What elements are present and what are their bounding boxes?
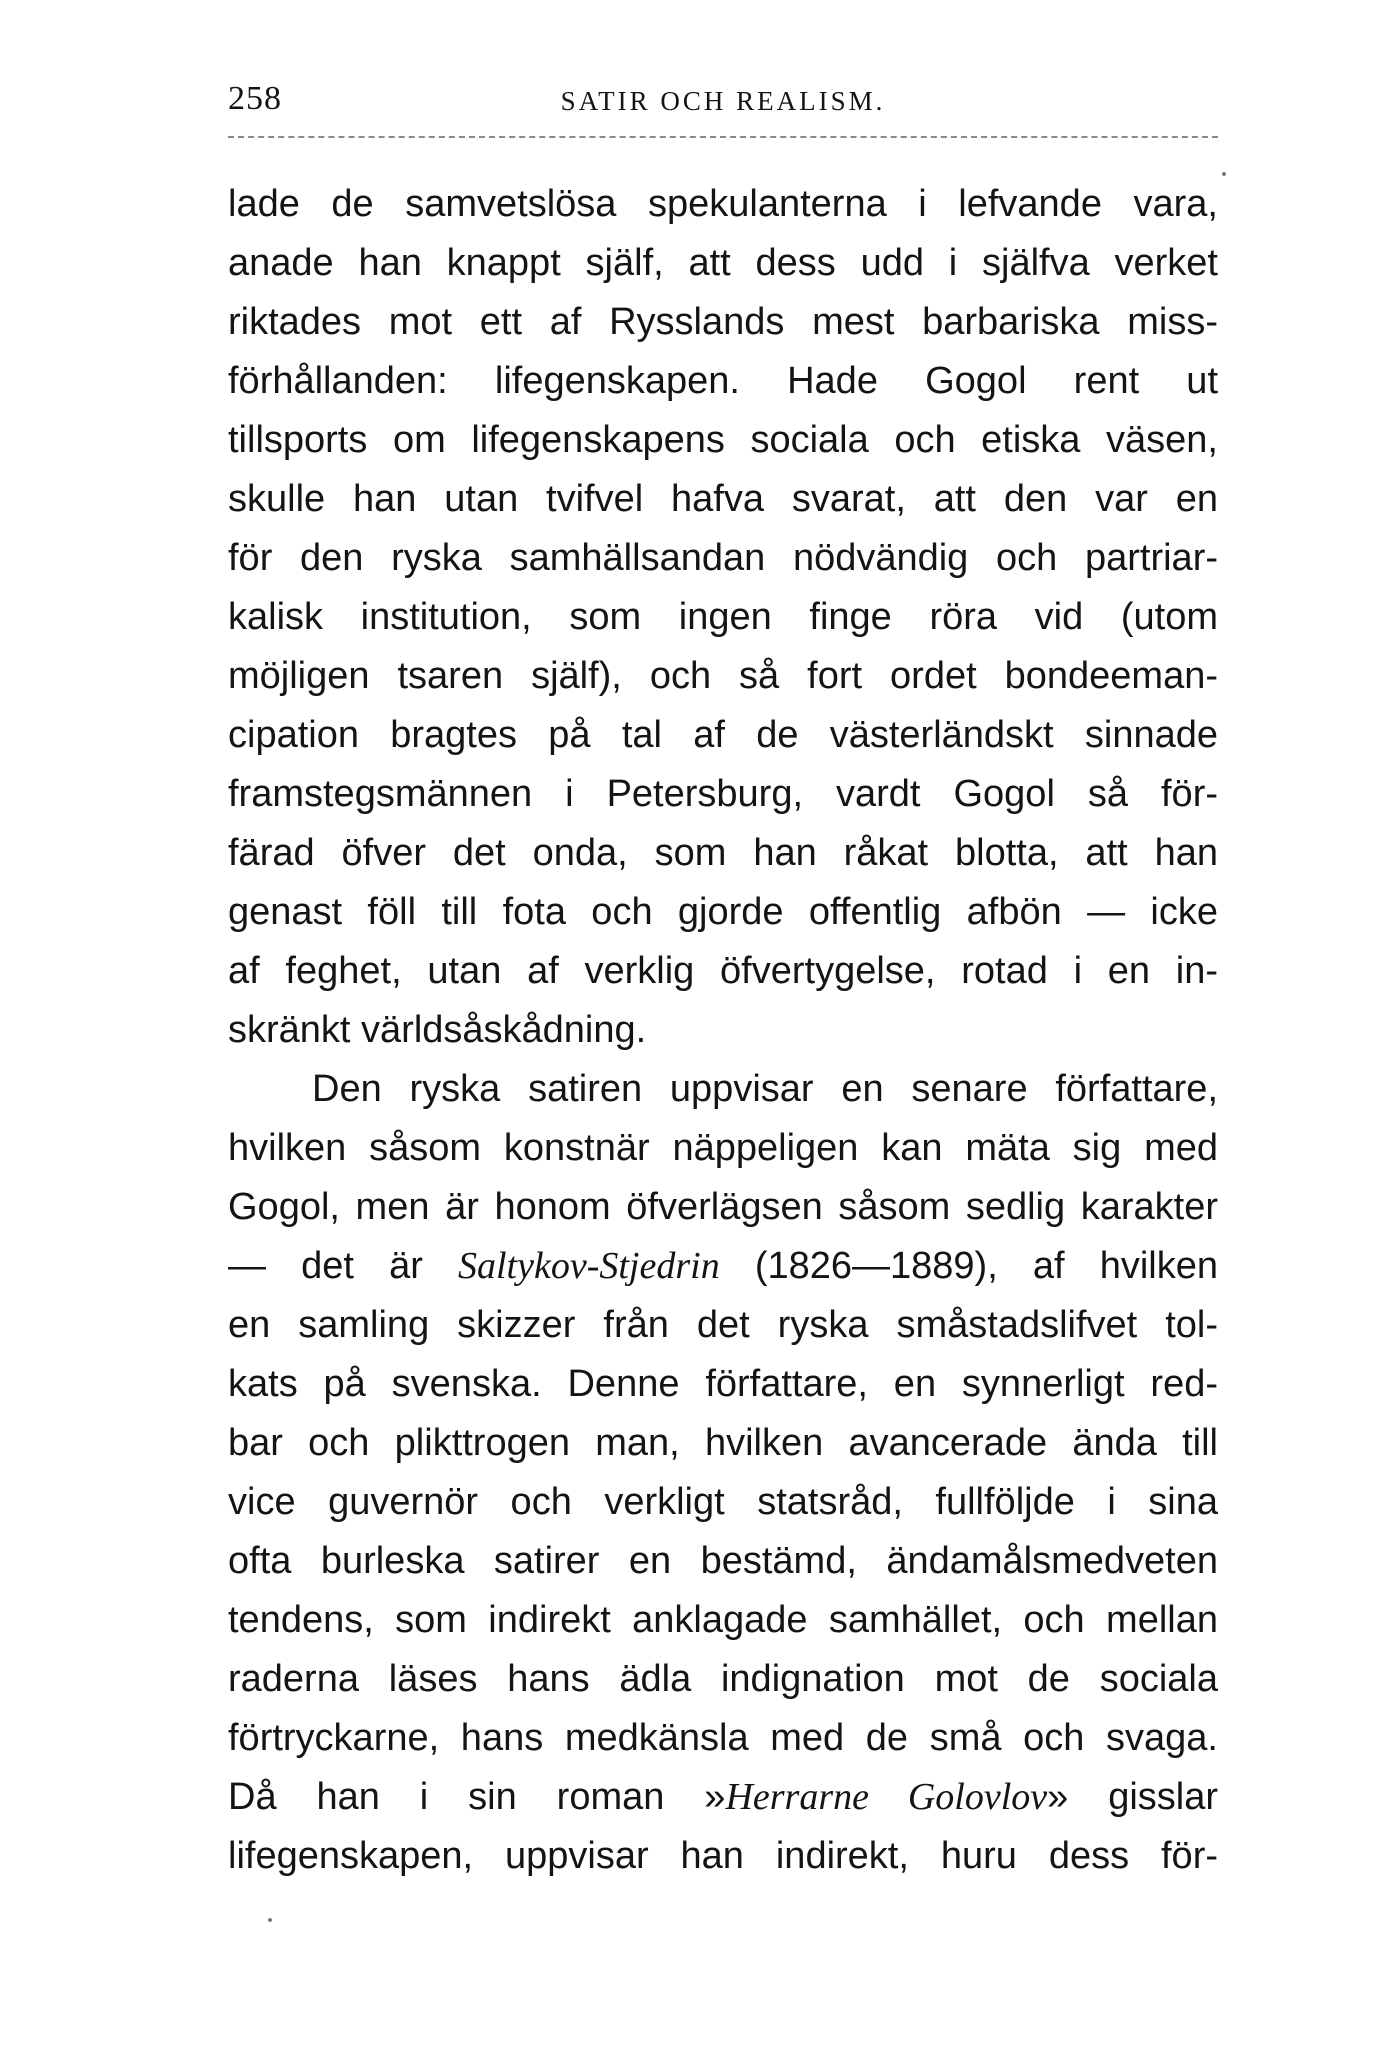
text-run: Då han i sin roman » bbox=[228, 1776, 726, 1818]
text-run: (1826—1889), af hvilken bbox=[719, 1245, 1218, 1287]
text-line: Gogol, men är honom öfverlägsen såsom sedlig karakter bbox=[228, 1186, 1218, 1228]
novel-title: Herrarne Golovlov bbox=[725, 1776, 1048, 1818]
text-line: skränkt världsåskådning. bbox=[228, 1009, 647, 1051]
text-line: bar och plikttrogen man, hvilken avancerade ända till bbox=[228, 1422, 1218, 1464]
text-line: färad öfver det onda, som han råkat blotta, att han bbox=[228, 832, 1218, 874]
text-line bbox=[228, 1237, 1218, 1296]
text-line: lifegenskapen, uppvisar han indirekt, huru dess för- bbox=[228, 1835, 1218, 1877]
body-text bbox=[228, 175, 1218, 1886]
text-line: förhållanden: lifegenskapen. Hade Gogol rent ut bbox=[228, 360, 1218, 402]
text-line: Den ryska satiren uppvisar en senare författare, bbox=[312, 1068, 1218, 1110]
header-rule bbox=[228, 136, 1218, 138]
text-line: tendens, som indirekt anklagade samhället, och mellan bbox=[228, 1599, 1218, 1641]
print-speck bbox=[268, 1918, 272, 1922]
text-line: genast föll till fota och gjorde offentlig afbön — icke bbox=[228, 891, 1218, 933]
author-name: Saltykov-Stjedrin bbox=[458, 1245, 720, 1287]
text-line: kalisk institution, som ingen finge röra vid (utom bbox=[228, 596, 1218, 638]
print-speck bbox=[1222, 172, 1226, 176]
text-line: riktades mot ett af Rysslands mest barbariska miss- bbox=[228, 301, 1218, 343]
page-header bbox=[228, 80, 1218, 124]
text-line: lade de samvetslösa spekulanterna i lefvande vara, bbox=[228, 183, 1218, 225]
text-line: tillsports om lifegenskapens sociala och etiska väsen, bbox=[228, 419, 1218, 461]
running-title: SATIR OCH REALISM. bbox=[560, 86, 886, 116]
text-run: » gisslar bbox=[1047, 1776, 1218, 1818]
text-line: skulle han utan tvifvel hafva svarat, att den var en bbox=[228, 478, 1218, 520]
text-line: framstegsmännen i Petersburg, vardt Gogol så för- bbox=[228, 773, 1218, 815]
text-line: anade han knappt själf, att dess udd i själfva verket bbox=[228, 242, 1218, 284]
text-line: vice guvernör och verkligt statsråd, fullföljde i sina bbox=[228, 1481, 1218, 1523]
text-line: ofta burleska satirer en bestämd, ändamålsmedveten bbox=[228, 1540, 1218, 1582]
text-line: af feghet, utan af verklig öfvertygelse, rotad i en in- bbox=[228, 950, 1218, 992]
text-line: cipation bragtes på tal af de västerländskt sinnade bbox=[228, 714, 1218, 756]
text-line: hvilken såsom konstnär näppeligen kan mäta sig med bbox=[228, 1127, 1218, 1169]
page-number: 258 bbox=[228, 80, 282, 117]
text-line: för den ryska samhällsandan nödvändig och partriar- bbox=[228, 537, 1218, 579]
text-line: kats på svenska. Denne författare, en synnerligt red- bbox=[228, 1363, 1218, 1405]
text-line: möjligen tsaren själf), och så fort ordet bondeeman- bbox=[228, 655, 1218, 697]
text-line: en samling skizzer från det ryska småstadslifvet tol- bbox=[228, 1304, 1218, 1346]
text-line bbox=[228, 1768, 1218, 1827]
text-line: raderna läses hans ädla indignation mot de sociala bbox=[228, 1658, 1218, 1700]
text-run: — det är bbox=[228, 1245, 458, 1287]
text-line: förtryckarne, hans medkänsla med de små och svaga. bbox=[228, 1717, 1218, 1759]
